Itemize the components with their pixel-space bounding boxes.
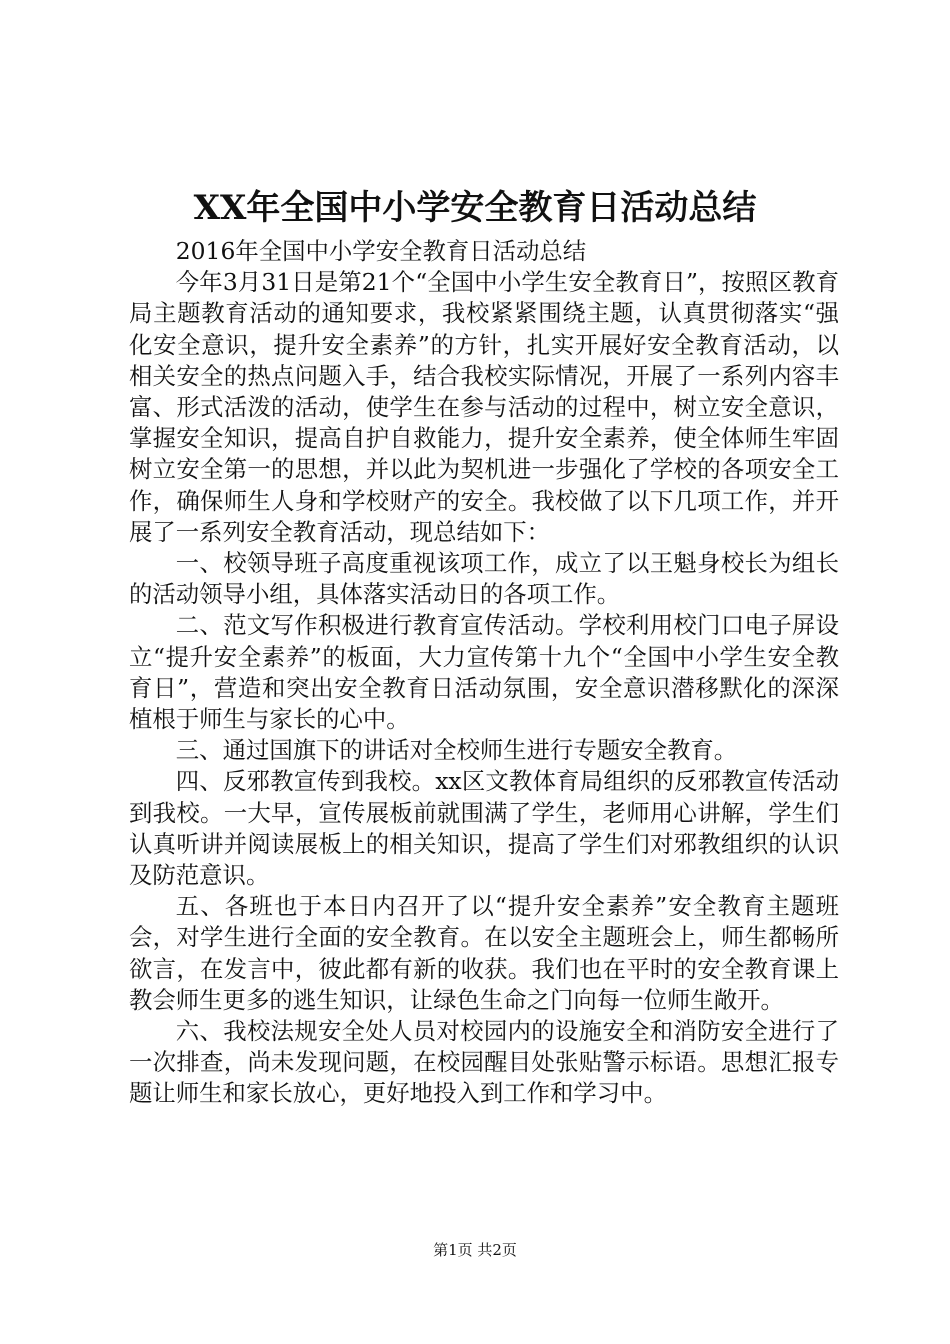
page-number-footer: 第1页 共2页 xyxy=(433,1241,517,1259)
paragraph-intro: 今年3月31日是第21个“全国中小学生安全教育日”，按照区教育局主题教育活动的通知要求，我校紧紧围绕主题，认真贯彻落实“强化安全意识，提升安全素养”的方针，扎实开展好安全教育活动，以相关安全的热点问题入手，结合我校实际情况，开展了一系列内容丰富、形式活泼的活动，使学生在参与活动的过程中，树立安全意识，掌握安全知识，提高自护自救能力，提升安全素养，使全体师生牢固树立安全第一的思想，并以此为契机进一步强化了学校的各项安全工作，确保师生人身和学校财产的安全。我校做了以下几项工作，并开展了一系列安全教育活动，现总结如下： xyxy=(129,268,839,546)
paragraph-item-6: 六、我校法规安全处人员对校园内的设施安全和消防安全进行了一次排查，尚未发现问题，在校园醒目处张贴警示标语。思想汇报专题让师生和家长放心，更好地投入到工作和学习中。 xyxy=(129,1017,839,1108)
paragraph-item-3: 三、通过国旗下的讲话对全校师生进行专题安全教育。 xyxy=(175,736,738,765)
paragraph-subtitle: 2016年全国中小学安全教育日活动总结 xyxy=(175,237,587,265)
paragraph-item-5: 五、各班也于本日内召开了以“提升安全素养”安全教育主题班会，对学生进行全面的安全教育。在以安全主题班会上，师生都畅所欲言，在发言中，彼此都有新的收获。我们也在平时的安全教育课上教会师生更多的逃生知识，让绿色生命之门向每一位师生敞开。 xyxy=(129,892,839,1014)
document-body xyxy=(129,236,839,1110)
paragraph-item-1: 一、校领导班子高度重视该项工作，成立了以王魁身校长为组长的活动领导小组，具体落实活动日的各项工作。 xyxy=(129,549,839,609)
paragraph-item-2: 二、范文写作积极进行教育宣传活动。学校利用校门口电子屏设立“提升安全素养”的板面，大力宣传第十九个“全国中小学生安全教育日”，营造和突出安全教育日活动氛围，安全意识潜移默化的深深植根于师生与家长的心中。 xyxy=(129,611,839,734)
paragraph-item-4: 四、反邪教宣传到我校。xx区文教体育局组织的反邪教宣传活动到我校。一大早，宣传展板前就围满了学生，老师用心讲解，学生们认真听讲并阅读展板上的相关知识，提高了学生们对邪教组织的认识及防范意识。 xyxy=(129,767,839,890)
document-title: XX年全国中小学安全教育日活动总结 xyxy=(193,188,757,228)
